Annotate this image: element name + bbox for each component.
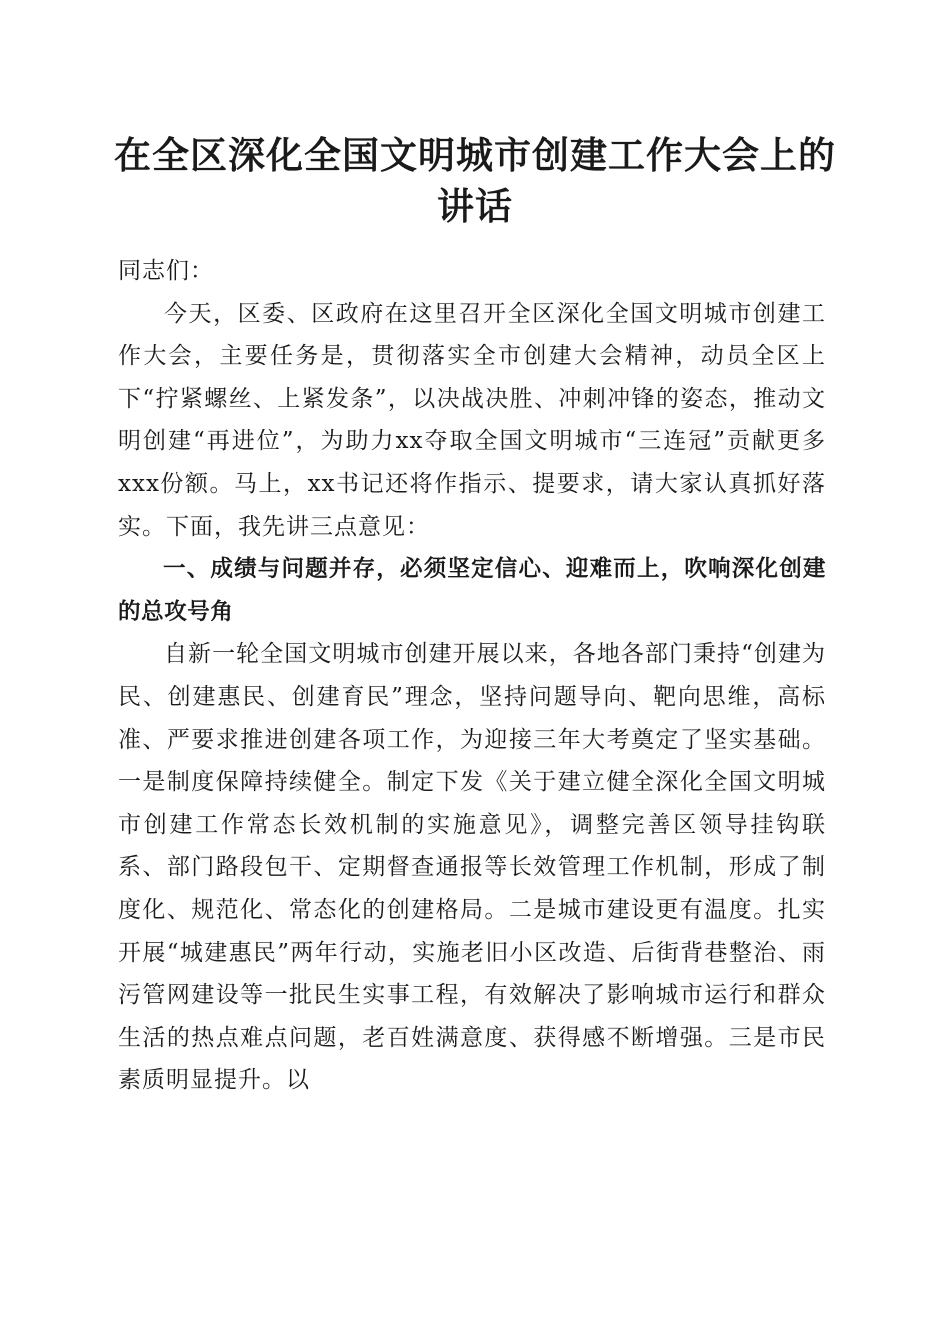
salutation: 同志们：	[118, 258, 214, 284]
section-1-paragraph: 自新一轮全国文明城市创建开展以来，各地各部门秉持“创建为民、创建惠民、创建育民”理念，坚持问题导向、靶向思维，高标准、严要求推进创建各项工作，为迎接三年大考奠定了坚实基础。一是制度保障持续健全。制定下发《关于建立健全深化全国文明城市创建工作常态长效机制的实施意见》，调整完善区领导挂钩联系、部门路段包干、定期督查通报等长效管理工作机制，形成了制度化、规范化、常态化的创建格局。二是城市建设更有温度。扎实开展“城建惠民”两年行动，实施老旧小区改造、后街背巷整治、雨污管网建设等一批民生实事工程，有效解决了影响城市运行和群众生活的热点难点问题，老百姓满意度、获得感不断增强。三是市民素质明显提升。以	[118, 641, 826, 1094]
intro-paragraph: 今天，区委、区政府在这里召开全区深化全国文明城市创建工作大会，主要任务是，贯彻落实全市创建大会精神，动员全区上下“拧紧螺丝、上紧发条”，以决战决胜、冲刺冲锋的姿态，推动文明创建“再进位”，为助力xx夺取全国文明城市“三连冠”贡献更多xxx份额。马上，xx书记还将作指示、提要求，请大家认真抓好落实。下面，我先讲三点意见：	[118, 300, 826, 540]
document-body	[118, 250, 826, 1102]
section-heading-1: 一、成绩与问题并存，必须坚定信心、迎难而上，吹响深化创建的总攻号角	[118, 556, 826, 625]
document-title: 在全区深化全国文明城市创建工作大会上的讲话	[114, 133, 836, 228]
